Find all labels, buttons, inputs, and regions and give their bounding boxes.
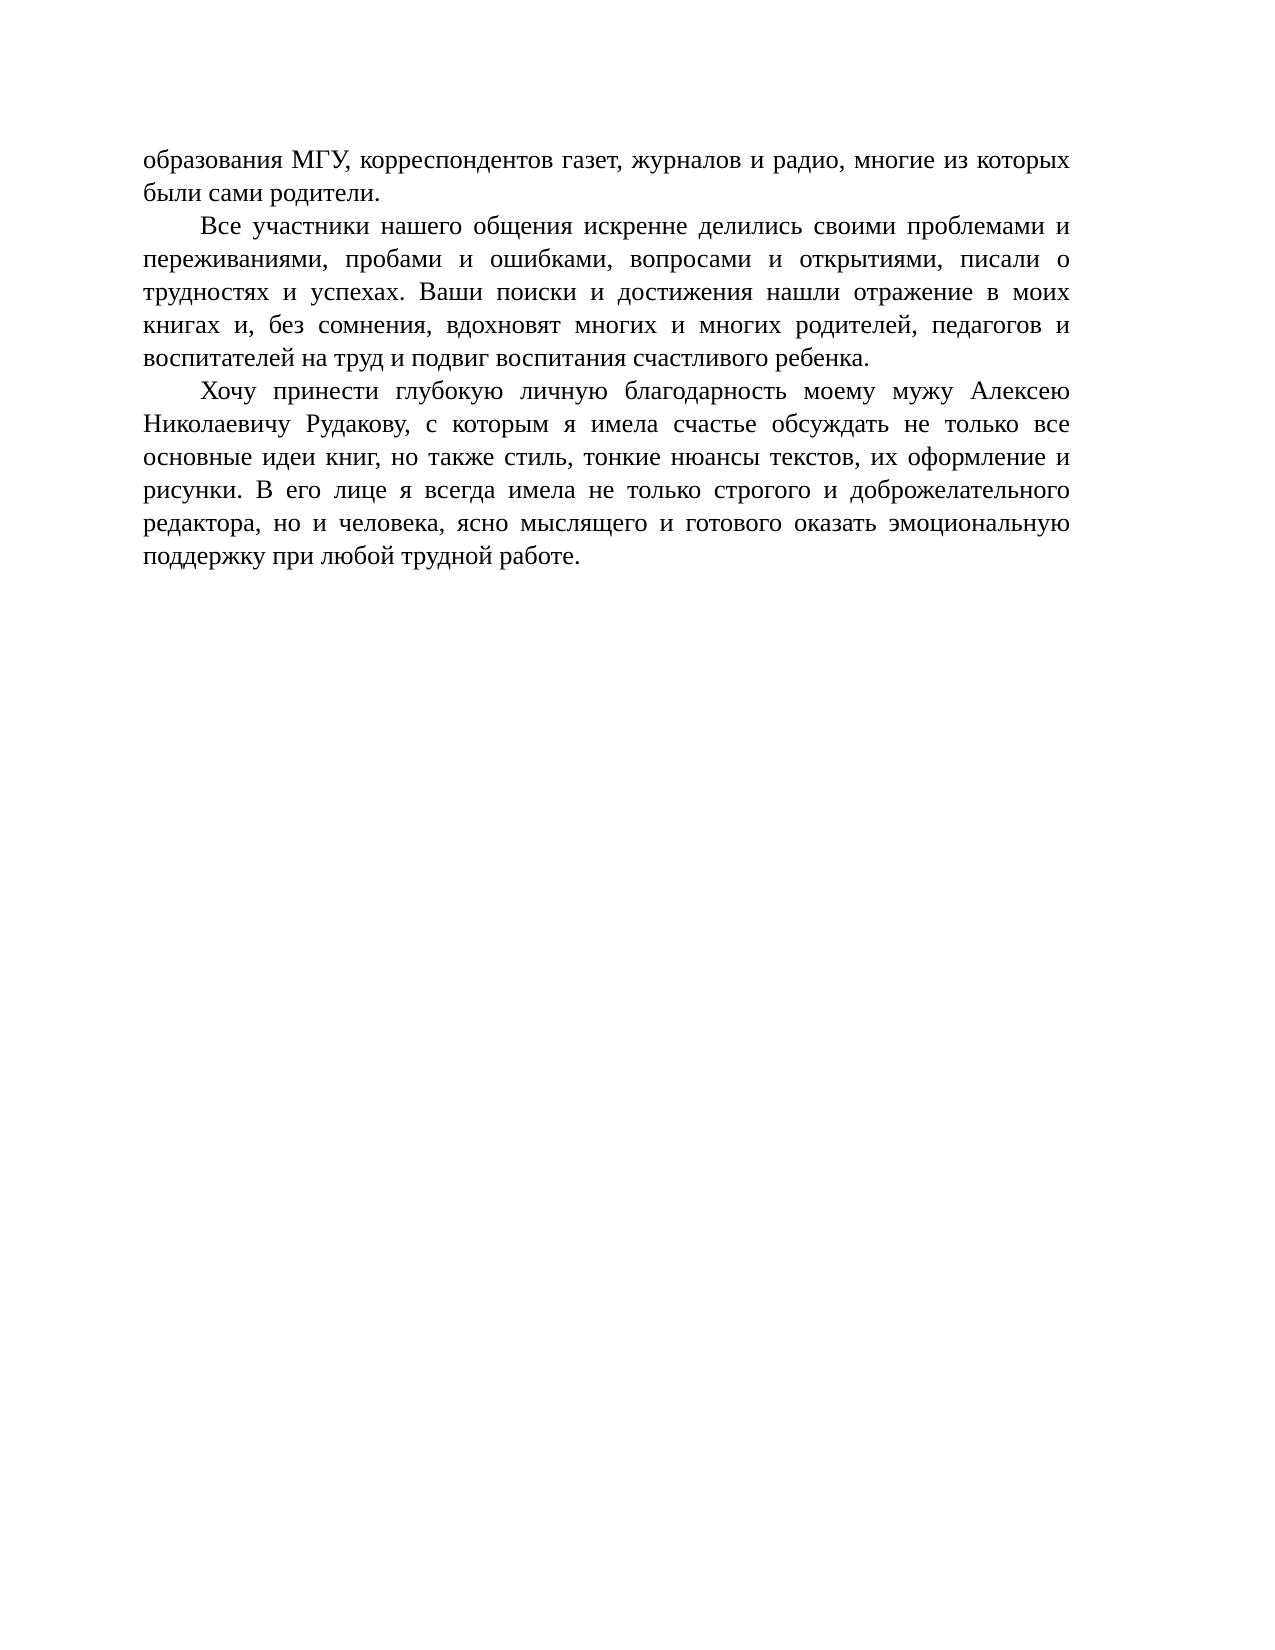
paragraph-participants: Все участники нашего общения искренне делились своими проблемами и переживаниями, пробами и ошибками, вопросами и открытиями, писали о трудностях и успехах. Ваши поиски и достижения нашли отражение в моих книгах и, без сомнения, вдохновят многих и многих родителей, педагогов и воспитателей на труд и подвиг воспитания счастливого ребенка. — [143, 210, 1070, 372]
paragraph-continuation: образования МГУ, корреспондентов газет, журналов и радио, многие из которых были сами родители. — [143, 144, 1070, 207]
document-page — [143, 143, 1070, 572]
paragraph-acknowledgement: Хочу принести глубокую личную благодарность моему мужу Алексею Николаевичу Рудакову, с которым я имела счастье обсуждать не только все основные идеи книг, но также стиль, тонкие нюансы текстов, их оформление и рисунки. В его лице я всегда имела не только строгого и доброжелательного редактора, но и человека, ясно мыслящего и готового оказать эмоциональную поддержку при любой трудной работе. — [143, 375, 1070, 570]
